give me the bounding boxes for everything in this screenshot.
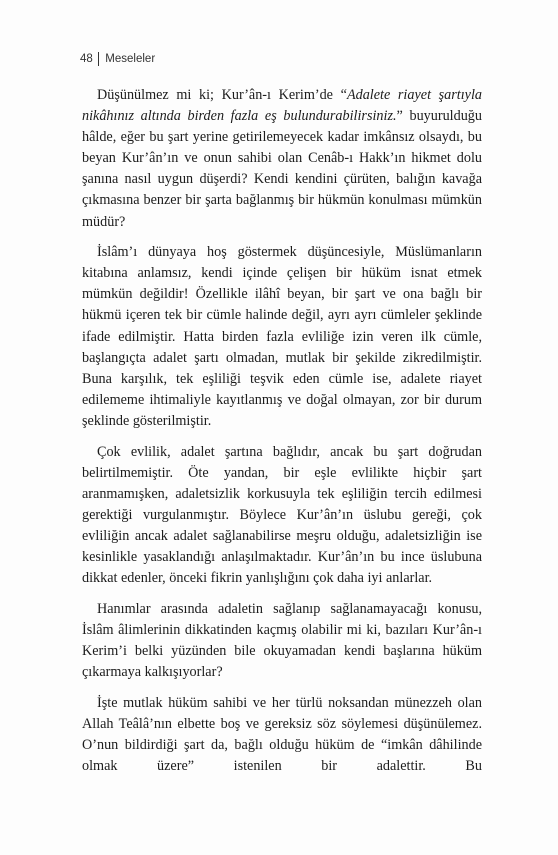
paragraph: Hanımlar arasında adaletin sağlanıp sağlanamayacağı konusu, İslâm âlimlerinin dikkatinden kaçmış olabilir mi ki, bazıları Kur’ân-ı Kerim’i belki yüzünden bile okuyamadan kendi başlarına hüküm çıkarmaya kalkışıyorlar? [82, 600, 482, 680]
running-header [80, 51, 155, 67]
header-divider [98, 52, 100, 66]
body-text [82, 85, 482, 786]
section-title: Meseleler [105, 53, 156, 65]
paragraph: Çok evlilik, adalet şartına bağlıdır, ancak bu şart doğrudan belirtilmemiştir. Öte yandan, bir eşle evlilikte hiçbir şart aranmamışken, adaletsizlik korkusuyla tek eşliliğin tercih edilmesi gerektiği vurgulanmıştır. Böylece Kur’ân’ın üslubu gereği, çok evliliğin ancak adalet sağlanabilirse meşru olduğu, adaletsizliğin ise kesinlikle yasaklandığı anlaşılmaktadır. Kur’ân’ın bu ince üslubuna dikkat edenler, önceki fikrin yanlışlığını çok daha iyi anlarlar. [82, 443, 482, 587]
paragraph: İslâm’ı dünyaya hoş göstermek düşüncesiyle, Müslümanların kitabına anlamsız, kendi içinde çelişen bir hüküm isnat etmek mümkün değildir! Özellikle ilâhî beyan, bir şart ve ona bağlı bir hükmü içeren tek bir cümle halinde değil, ayrı ayrı cümleler şeklinde ifade edilmiştir. Hatta birden fazla evliliğe izin veren ilk cümle, başlangıçta adalet şartı olmadan, mutlak bir şekilde zikredilmiştir. Buna karşılık, tek eşliliği teşvik eden cümle ise, adalete riayet edilememe ihtimaliyle kayıtlanmış ve doğal olmayan, zor bir durum şeklinde gösterilmiştir. [82, 244, 482, 429]
page-number: 48 [80, 53, 93, 65]
paragraph: İşte mutlak hüküm sahibi ve her türlü noksandan münezzeh olan Allah Teâlâ’nın elbette boş ve gereksiz söz söylemesi düşünülemez. O’nun bildirdiği şart da, bağlı olduğu hüküm de “imkân dâhilinde olmak üzere” istenilen bir adalettir. Bu [82, 694, 482, 774]
paragraph-text: ” buyurulduğu hâlde, eğer bu şart yerine getirilemeyecek kadar imkânsız olsaydı, bu beyan Kur’ân’ın ve onun sahibi olan Cenâb-ı Hakk’ın hikmet dolu şanına nasıl uygun düşerdi? Kendi kendini çürüten, balığın kavağa çıkmasına benzer bir şarta bağlanmış bir hükmün konulması mümkün müdür? [82, 108, 482, 230]
paragraph-text: Düşünülmez mi ki; Kur’ân-ı Kerim’de “ [97, 87, 347, 103]
paragraph [82, 85, 482, 233]
quranic-quote: Adalete riayet şartıyla nikâhınız altında birden fazla eş bulundurabilirsiniz. [82, 87, 483, 125]
